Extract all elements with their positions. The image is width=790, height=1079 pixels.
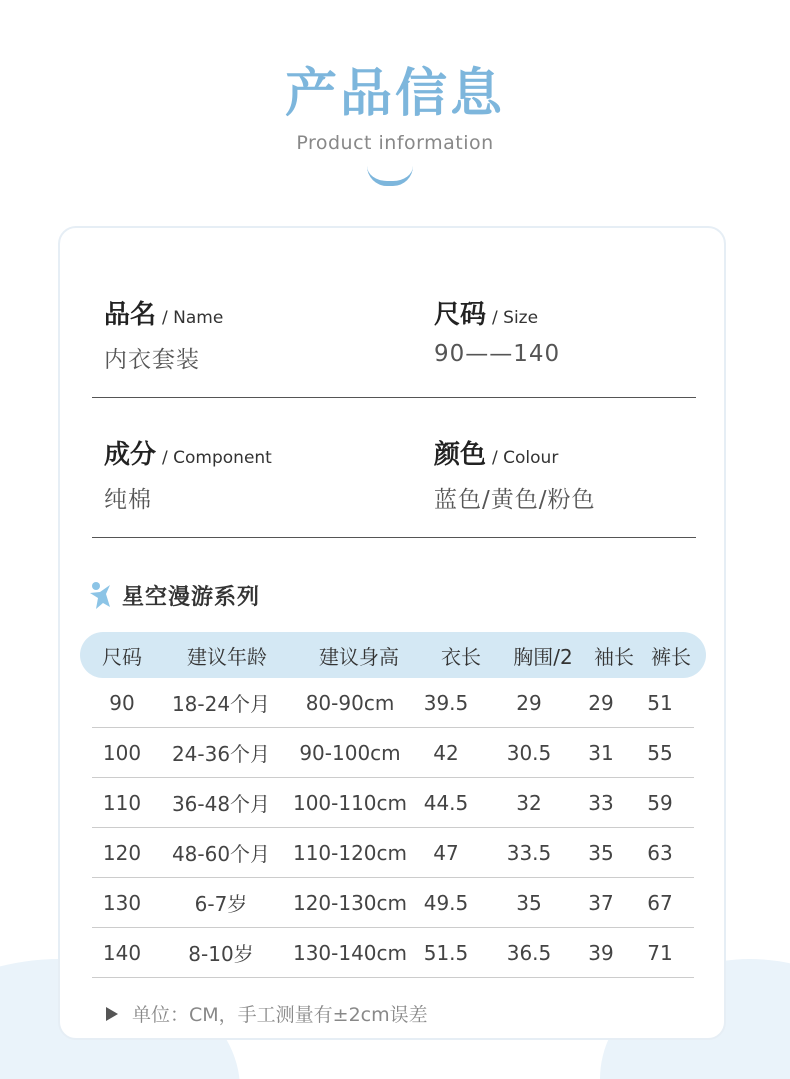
table-row (92, 878, 694, 928)
size-value: 90——140 (434, 341, 561, 367)
colour-label: 颜色 (434, 440, 487, 470)
cell-sleeve: 29 (588, 690, 614, 715)
cell-chest: 32 (516, 790, 542, 815)
cell-height: 120-130cm (292, 890, 408, 915)
table-row (92, 828, 694, 878)
component-label: 成分 (104, 440, 157, 470)
size-field (434, 294, 560, 367)
cell-length: 49.5 (423, 890, 469, 915)
name-value: 内衣套装 (104, 347, 200, 373)
measurement-note (106, 1000, 428, 1027)
colour-value: 蓝色/黄色/粉色 (434, 487, 596, 513)
info-card (58, 226, 726, 1040)
header-sleeve: 袖长 (594, 644, 634, 669)
cell-sleeve: 33 (588, 790, 614, 815)
cell-pants: 55 (647, 740, 673, 765)
table-row (92, 728, 694, 778)
name-label-en: / Name (162, 308, 224, 328)
cell-age: 48-60个月 (171, 842, 271, 866)
cell-size: 110 (102, 790, 142, 815)
info-row-1 (92, 294, 696, 398)
page-title: 产品信息 (284, 64, 505, 124)
cell-size: 90 (109, 690, 135, 715)
star-figure-icon (88, 581, 116, 611)
cell-sleeve: 37 (588, 890, 614, 915)
header-age: 建议年龄 (187, 644, 267, 669)
play-arrow-icon (106, 1007, 118, 1021)
note-text: 单位：CM，手工测量有±2cm误差 (132, 1004, 428, 1026)
header-size: 尺码 (102, 644, 142, 669)
cell-age: 36-48个月 (171, 792, 271, 816)
colour-field (434, 434, 596, 514)
cell-length: 42 (433, 740, 459, 765)
size-label: 尺码 (434, 300, 487, 330)
header-height: 建议身高 (319, 644, 399, 669)
size-label-en: / Size (492, 308, 539, 328)
header-pants: 裤长 (651, 644, 691, 669)
page-header (0, 62, 790, 154)
table-row (92, 778, 694, 828)
cell-height: 110-120cm (292, 840, 408, 865)
cell-size: 130 (102, 890, 142, 915)
cell-pants: 63 (647, 840, 673, 865)
size-table (80, 632, 706, 978)
cell-chest: 33.5 (506, 840, 552, 865)
table-row (92, 928, 694, 978)
cell-pants: 51 (647, 690, 673, 715)
series-heading (88, 580, 260, 611)
cell-length: 44.5 (423, 790, 469, 815)
cell-size: 120 (102, 840, 142, 865)
cell-pants: 59 (647, 790, 673, 815)
cell-sleeve: 31 (588, 740, 614, 765)
cell-age: 18-24个月 (171, 692, 271, 716)
cell-age: 6-7岁 (194, 892, 248, 916)
header-chest: 胸围/2 (513, 644, 573, 669)
cell-length: 39.5 (423, 690, 469, 715)
cell-height: 100-110cm (292, 790, 408, 815)
table-header (80, 632, 706, 678)
cell-chest: 36.5 (506, 940, 552, 965)
component-field (104, 434, 272, 514)
cell-length: 51.5 (423, 940, 469, 965)
cell-height: 80-90cm (305, 690, 395, 715)
cell-sleeve: 39 (588, 940, 614, 965)
component-value: 纯棉 (104, 487, 152, 513)
cell-age: 24-36个月 (171, 742, 271, 766)
component-label-en: / Component (162, 448, 272, 468)
cell-length: 47 (433, 840, 459, 865)
series-title: 星空漫游系列 (122, 585, 261, 610)
cell-height: 130-140cm (292, 940, 408, 965)
smile-icon (367, 166, 413, 186)
header-length: 衣长 (441, 644, 481, 669)
cell-sleeve: 35 (588, 840, 614, 865)
cell-pants: 71 (647, 940, 673, 965)
colour-label-en: / Colour (492, 448, 559, 468)
page-subtitle: Product information (296, 132, 494, 154)
cell-size: 100 (102, 740, 142, 765)
cell-chest: 30.5 (506, 740, 552, 765)
cell-age: 8-10岁 (188, 942, 254, 966)
table-row (92, 678, 694, 728)
cell-pants: 67 (647, 890, 673, 915)
name-label: 品名 (104, 300, 157, 330)
cell-height: 90-100cm (299, 740, 401, 765)
cell-chest: 29 (516, 690, 542, 715)
cell-chest: 35 (516, 890, 542, 915)
info-row-2 (92, 434, 696, 538)
cell-size: 140 (102, 940, 142, 965)
name-field (104, 294, 223, 374)
